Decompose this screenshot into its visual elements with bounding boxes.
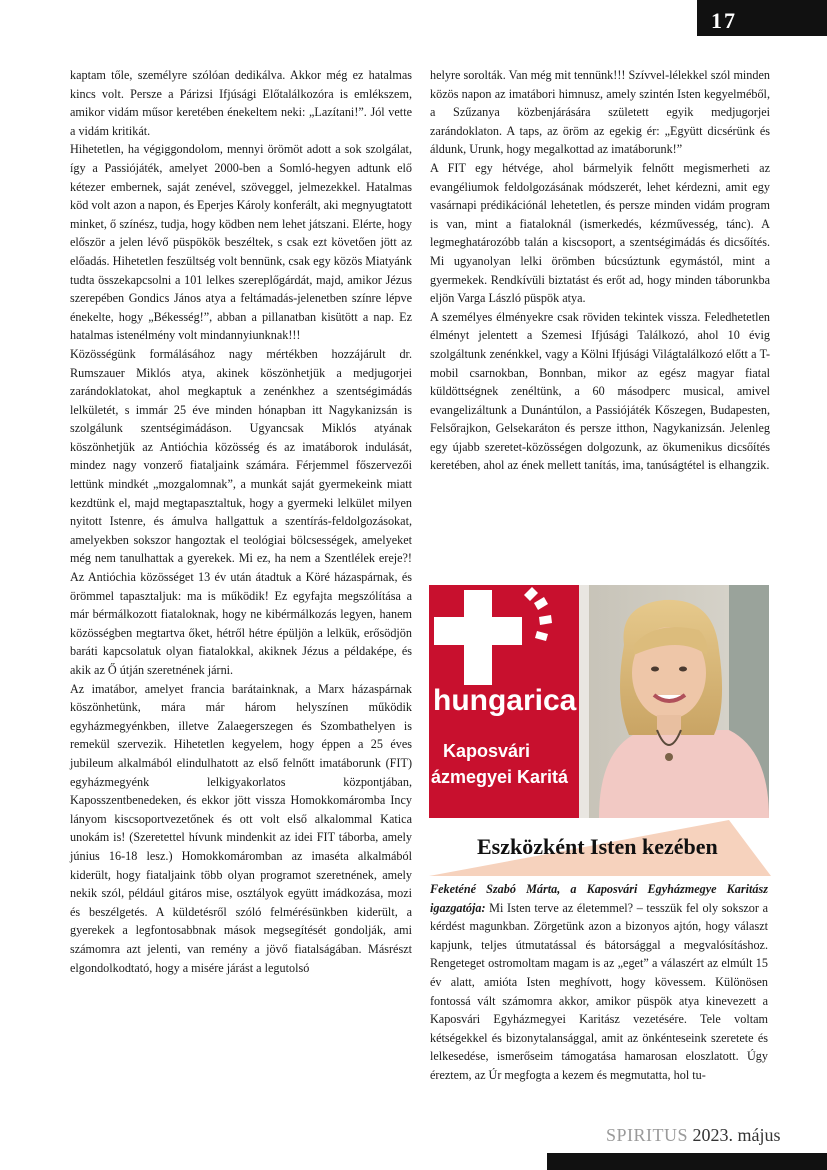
paragraph: A személyes élményekre csak röviden tekintek vissza. Feledhetetlen élményt jelentett a Szemesi Ifjúsági Találkozó, ahol 10 évig szolgáltunk zenénkkel, vagy a Kölni Ifjúsági Világtalálkozó előtt a T-mobil csarnokban, Bonnban, mikor az egész magyar fiatal küldöttségnek zenéltünk, a 60 másodperc musical, amivel evangelizáltunk a Dunántúlon, a Passiójáték Kőszegen, Budapesten, Felsőrajkon, Gelsekaráton és persze itthon, Nagykanizsán. Jelenleg egy újabb szeretet-közösségen dolgozunk, az ökumenikus dicsőítés keretében, ahol az ének mellett tanítás, ima, tanúságtétel is elhangzik.: [430, 309, 770, 473]
paragraph: Közösségünk formálásához nagy mértékben hozzájárult dr. Rumszauer Miklós atya, akinek köszönhetjük a medjugorjei zarándoklatokat, ahol megkaptuk a zenénkhez a szentségimádás lelkületét, s immár 25 éve minden hónapban itt Nagykanizsán is szolgálunk szentségimádáson. Ugyancsak Miklós atyának köszönhetjük az Antióchia közösség és az imatáborok indulását, mindez nagy vonzerő fiataljaink számára. Férjemmel főszervezői lettünk mindkét „mozgalomnak”, a munkát saját gyermekeink miatt kezdtünk el, majd megtapasztaltuk, hogy a gyermeki lelkület milyen nyitott Istenre, és ámulva hallgattuk a szentírás-feldolgozásokat, amelyekben sokszor hangoztak el teológiai bölcsességek, amelyeket még nem tanulhattak a gyerekek. Mi ez, ha nem a Szentlélek ereje?! Az Antióchia közösséget 13 év után átadtuk a Köré házaspárnak, és örömmel tapasztaljuk: ma is működik! Ez egyfajta megszólítása a már bérmálkozott fiataloknak, hogy ne kibérmálkozás legyen, hanem közösségben megtartva őket, hétről hétre épüljön a lelkük, erősödjön baráti kapcsolatuk olyan fiatalokkal, akiknek Jézus a példaképe, és akik az Ő útján szeretnének járni.: [70, 346, 412, 677]
footer: [606, 1125, 781, 1146]
lead-in: Feketéné Szabó Márta, a Kaposvári Egyházmegye Karitász igazgatója:: [430, 882, 768, 915]
footer-bar: [547, 1153, 827, 1170]
paragraph: [430, 880, 768, 1085]
banner-text: hungarica: [433, 684, 577, 717]
interview-column: [430, 880, 768, 1085]
caritas-banner: [429, 585, 589, 818]
article-right-column: [430, 66, 770, 475]
issue-date: 2023. május: [692, 1125, 781, 1145]
page-number: 17: [711, 8, 737, 33]
headline: Eszközként Isten kezében: [477, 834, 718, 859]
banner-text: Kaposvári: [443, 741, 531, 761]
paragraph: A FIT egy hétvége, ahol bármelyik felnőtt megismerheti az evangéliumok feldolgozásának módszerét, lehet kérdezni, amit egy vasárnapi prédikációnál lehetetlen, és persze minden vidám program is van, mint a fiataloknál (ismerkedés, kézművesség, tánc). A legmeghatározóbb talán a kiscsoport, a szentségimádás és dicsőítés. Mi ugyanolyan lelki örömben búcsúztunk egymástól, mint a gyermekek. Rendkívüli biztatást és erőt ad, hogy minden táborunkba eljön Varga László püspök atya.: [430, 160, 770, 306]
paragraph: Az imatábor, amelyet francia barátainknak, a Marx házaspárnak köszönhetünk, mára már három helyszínen működik egyházmegyénkben, illetve Zalaegerszegen és Szombathelyen is remekül szervezik. Hihetetlen kegyelem, hogy éppen a 25 éves jubileum alkalmából elindulhatott az első felnőtt imatáborunk (FIT) egyházmegyénk lelkigyakorlatos központjában, Kaposszentbenedeken, és ekkor jött vissza Homokkomáromba Incy lányom kiscsoportvezetőnek és ott volt első alkalommal Katica unokám is! (Szeretettel hívunk mindenkit az idei FIT táborba, amely június 16-18 lesz.) Homokkomáromban az imaséta alkalmából kiderült, hogy fiataljaink több olyan programot szeretnének, amely nekik szól, például gitáros mise, osztályok együtt imádkozása, mozi és beszélgetés. A küldetésről szóló felmérésünkben kiderült, a gyerekek a legfontosabbnak mások megsegítését gondolják, ami számomra azt jelenti, van remény a jövő fiatalságában. Másrészt elgondolkodtató, hogy a misére járást a legutolsó: [70, 681, 412, 975]
portrait-photo: [429, 585, 769, 818]
article-left-column: [70, 66, 412, 977]
body-text: Mi Isten terve az életemmel? – tesszük fel oly sokszor a kérdést magunkban. Zörgetünk azon a bizonyos ajtón, hogy választ kapjunk, teljes útmutatással és bátorsággal a megvalósításhoz. Rengeteget ostromoltam magam is az „eget” a válaszért az elmúlt 15 év alatt, amióta Isten meghívott, hogy kövessem. Különösen fontossá vált számomra akkor, amikor püspök atya kinevezett a Kaposvári Egyházmegyei Karitász vezetésére. Tele voltam kétségekkel és bizonytalansággal, amit az önkénteseink szeretete és lelkesedése, ismerőseim támogatása hamarosan eloszlatott. Úgy éreztem, az Úr megfogta a kezem és megmutatta, hol tu-: [430, 900, 768, 1082]
headline-block: [429, 820, 771, 876]
paragraph: helyre sorolták. Van még mit tennünk!!! Szívvel-lélekkel szól minden közös napon az imatábori himnusz, amely szintén Isten kegyelméből, a Szűzanya közbenjárására született egyik medjugorjei zarándoklaton. A taps, az öröm az egekig ér: „Együtt dicsérünk és áldunk, Urunk, hogy megalkottad az imatáborunk!”: [430, 68, 770, 157]
page-number-box: [697, 0, 827, 36]
banner-text: ázmegyei Karitá: [431, 767, 569, 787]
magazine-name: SPIRITUS: [606, 1125, 689, 1145]
paragraph: Hihetetlen, ha végiggondolom, mennyi örömöt adott a sok szolgálat, így a Passiójáték, amelyet 2000-ben a Somló-hegyen adtunk elő kétezer embernek, saját zenével, szöveggel, jelmezekkel. Hatalmas köd volt azon a napon, és Eperjes Károly konferált, aki megnyugtatott minket, ő színész, tudja, hogy ködben nem lehet játszani. Elérte, hogy először a jelen lévő püspökök beszéltek, s csak ezt követően jött az előadás. Hihetetlen feszültség volt bennünk, csak egy közös Miatyánk tudta összekapcsolni a 101 lelkes szereplőgárdát, majd, amikor Jézus szerepében Gondics János atya a feltámadás-jelenetben színre lépve énekelte, hogy „Békesség!”, abban a pillanatban kisütött a nap. Ez hatalmas istenélmény volt mindannyiunknak!!!: [70, 142, 412, 343]
paragraph: kaptam tőle, személyre szólóan dedikálva. Akkor még ez hatalmas kincs volt. Persze a Párizsi Ifjúsági Előtalálkozóra is emlékszem, amikor vidám műsor keretében énekeltem neki: „Lazítani!”. Jól vette a vidám kritikát.: [70, 68, 412, 138]
